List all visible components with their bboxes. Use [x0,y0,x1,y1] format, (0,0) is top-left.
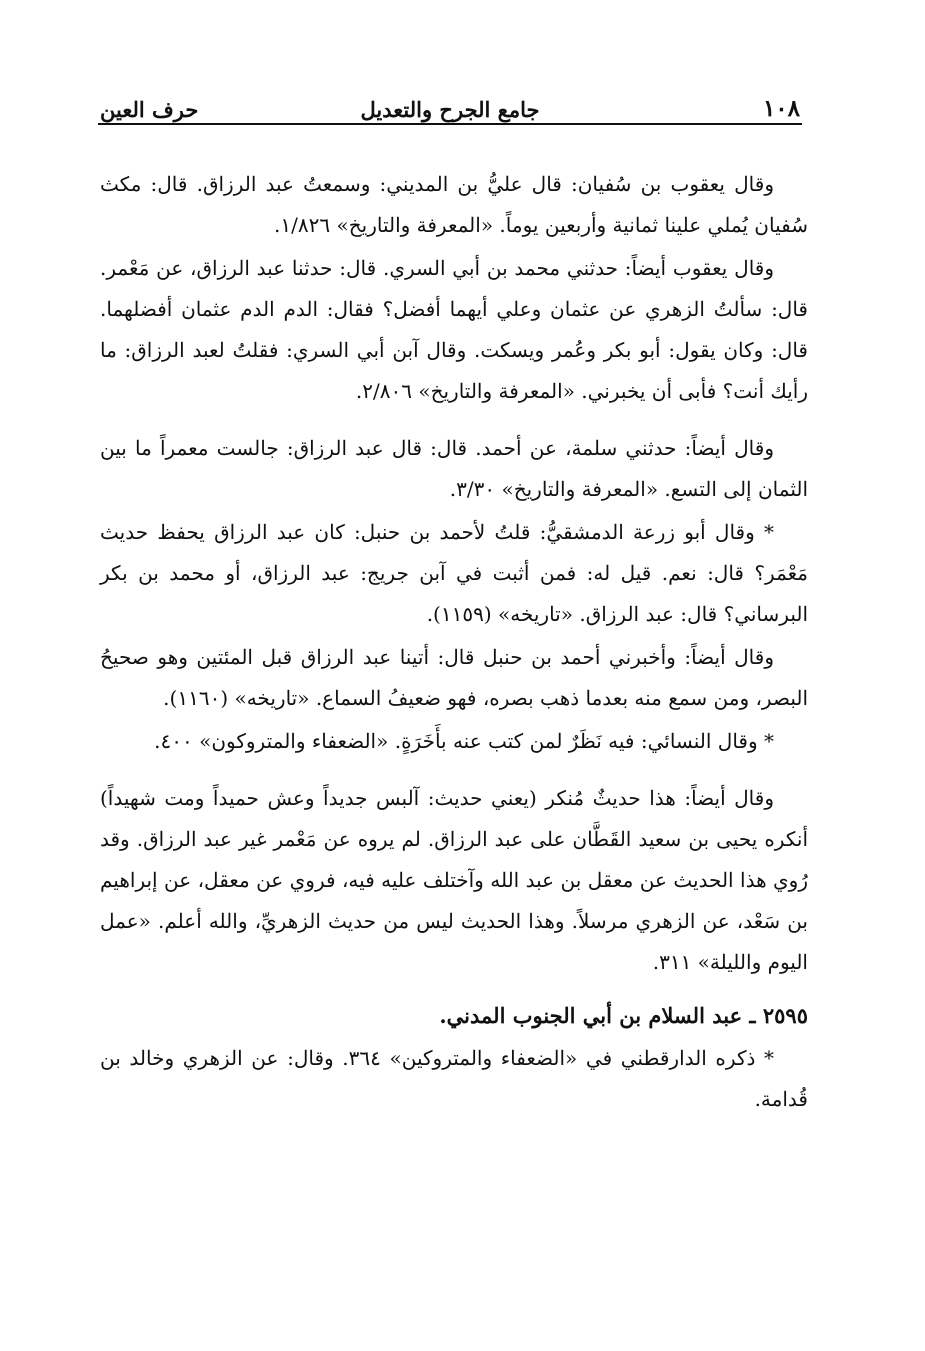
header-rule [98,123,802,125]
paragraph-munkar-hadith: وقال أيضاً: هذا حديثٌ مُنكر (يعني حديث: آلبس جديداً وعش حميداً ومت شهيداً) أنكره يحيى بن سعيد القَطَّان على عبد الرزاق. لم يروه عن مَعْمر غير عبد الرزاق. وقد رُوي هذا الحديث عن معقل بن عبد الله وآختلف عليه فيه، فروي عن معقل، عن إبراهيم بن سَعْد، عن الزهري مرسلاً. وهذا الحديث ليس من حديث الزهريِّ، والله أعلم. «عمل اليوم والليلة» ٣١١. [100,786,808,974]
paragraph-yaqub-zuhri-uthman-ali: وقال يعقوب أيضاً: حدثني محمد بن أبي السري. قال: حدثنا عبد الرزاق، عن مَعْمر. قال: سألتُ الزهري عن عثمان وعلي أيهما أفضل؟ فقال: الدم الدم عثمان أفضلهما. قال: وكان يقول: أبو بكر وعُمر ويسكت. وقال آبن أبي السري: فقلتُ لعبد الرزاق: ما رأيك أنت؟ فأبى أن يخبرني. «المعرفة والتاريخ» ٢/٨٠٦. [100,256,808,403]
running-title: جامع الجرح والتعديل [360,97,540,122]
page-number: ١٠٨ [762,95,800,122]
body-text [100,164,808,1120]
paragraph-salama-ahmad: وقال أيضاً: حدثني سلمة، عن أحمد. قال: قال عبد الرزاق: جالست معمراً ما بين الثمان إلى التسع. «المعرفة والتاريخ» ٣/٣٠. [100,436,808,501]
paragraph-yaqub-ali-madini: وقال يعقوب بن سُفيان: قال عليُّ بن المديني: وسمعتُ عبد الرزاق. قال: مكث سُفيان يُملي علينا ثمانية وأربعين يوماً. «المعرفة والتاريخ» ١/٨٢٦. [100,172,808,237]
paragraph-abu-zura: * وقال أبو زرعة الدمشقيُّ: قلتُ لأحمد بن حنبل: كان عبد الرزاق يحفظ حديث مَعْمَر؟ قال: نعم. قيل له: فمن أثبت في آبن جريج: عبد الرزاق، أو محمد بن بكر البرساني؟ قال: عبد الرزاق. «تاريخه» (١١٥٩). [100,520,808,626]
entry-heading: ٢٥٩٥ ـ عبد السلام بن أبي الجنوب المدني. [439,1003,808,1028]
entry-paragraph: * ذكره الدارقطني في «الضعفاء والمتروكين» ٣٦٤. وقال: عن الزهري وخالد بن قُدامة. [100,1046,808,1111]
paragraph-ahmad-ibn-hanbal: وقال أيضاً: وأخبرني أحمد بن حنبل قال: أتينا عبد الرزاق قبل المئتين وهو صحيحُ البصر، ومن سمع منه بعدما ذهب بصره، فهو ضعيفُ السماع. «تاريخه» (١١٦٠). [100,645,808,710]
section-title: حرف العين [100,97,199,122]
page-header [100,80,800,122]
paragraph-nasai: * وقال النسائي: فيه نَظَرٌ لمن كتب عنه بأَخَرَةٍ. «الضعفاء والمتروكون» ٤٠٠. [154,729,774,753]
